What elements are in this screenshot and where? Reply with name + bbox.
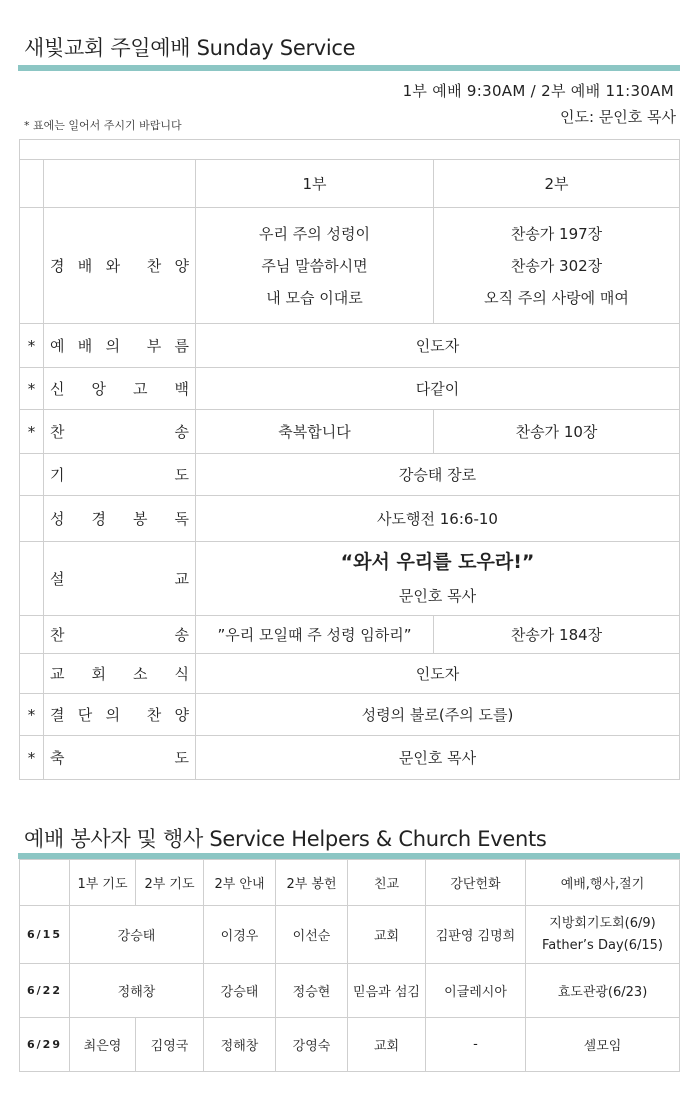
col-first-service: 1부	[196, 160, 434, 208]
page-title: 새빛교회 주일예배 Sunday Service	[24, 36, 356, 60]
row-praise-label: 경 배 와 찬 양	[50, 257, 189, 275]
title-divider	[18, 65, 680, 71]
header-guide: 2부 안내	[204, 860, 276, 906]
row-prayer-label: 기 도	[50, 466, 189, 484]
row-call-label: 예 배 의 부 름	[50, 337, 189, 355]
row-commitment: * 결 단 의 찬 양 성령의 불로(주의 도를)	[20, 694, 680, 736]
table-row: 6/15 강승태 이경우 이선순 교회 김판영 김명희 지방회기도회(6/9) Father’s Day(6/15)	[20, 906, 680, 964]
header-offering: 2부 봉헌	[276, 860, 348, 906]
row-hymn1-label: 찬 송	[50, 423, 189, 441]
row-benediction: * 축 도 문인호 목사	[20, 736, 680, 780]
row-hymn2-label: 찬 송	[50, 626, 189, 644]
commit-value: 성령의 불로(주의 도를)	[196, 694, 680, 736]
table-spacer-row	[20, 140, 680, 160]
prayer-value: 강승태 장로	[196, 454, 680, 496]
header-prayer-2: 2부 기도	[136, 860, 204, 906]
sermon-cell	[196, 542, 680, 616]
row-creed-label: 신 앙 고 백	[50, 380, 189, 398]
news-value: 인도자	[196, 654, 680, 694]
creed-value: 다같이	[196, 368, 680, 410]
row-scripture-label: 성 경 봉 독	[50, 510, 189, 528]
sermon-preacher: 문인호 목사	[398, 586, 477, 605]
call-value: 인도자	[196, 324, 680, 368]
row-creed: * 신 앙 고 백 다같이	[20, 368, 680, 410]
hymn1-first-service: 축복합니다	[196, 410, 434, 454]
header-events: 예배,행사,절기	[526, 860, 680, 906]
row-praise	[20, 208, 680, 324]
service-leader: 인도: 문인호 목사	[559, 108, 676, 126]
praise-first-service: 우리 주의 성령이 주님 말씀하시면 내 모습 이대로	[196, 208, 434, 324]
scripture-value: 사도행전 16:6-10	[196, 496, 680, 542]
table-row: 6/22 정해창 강승태 정승현 믿음과 섬김 이글레시아 효도관광(6/23)	[20, 964, 680, 1018]
hymn2-second-service: 찬송가 184장	[434, 616, 680, 654]
row-bless-label: 축 도	[50, 749, 189, 767]
row-prayer	[20, 454, 680, 496]
row-hymn-2	[20, 616, 680, 654]
table-header-row	[20, 160, 680, 208]
header-prayer-1: 1부 기도	[70, 860, 136, 906]
row-sermon	[20, 542, 680, 616]
header-fellowship: 친교	[348, 860, 426, 906]
col-second-service: 2부	[434, 160, 680, 208]
hymn2-first-service: ”우리 모일때 주 성령 임하리”	[196, 616, 434, 654]
events-header-row	[20, 860, 680, 906]
sermon-title: “와서 우리를 도우라!”	[340, 550, 535, 573]
order-of-worship-table	[19, 139, 680, 780]
row-news-label: 교 회 소 식	[50, 665, 189, 683]
row-church-news	[20, 654, 680, 694]
row-scripture	[20, 496, 680, 542]
events-title: 예배 봉사자 및 행사 Service Helpers & Church Events	[24, 827, 547, 851]
bless-value: 문인호 목사	[196, 736, 680, 780]
praise-second-service: 찬송가 197장 찬송가 302장 오직 주의 사랑에 매여	[434, 208, 680, 324]
standing-note: * 표에는 일어서 주시기 바랍니다	[24, 119, 182, 132]
row-call-to-worship: * 예 배 의 부 름 인도자	[20, 324, 680, 368]
row-commit-label: 결 단 의 찬 양	[50, 706, 189, 724]
header-flowers: 강단헌화	[426, 860, 526, 906]
table-row: 6/29 최은영 김영국 정해창 강영숙 교회 - 셀모임	[20, 1018, 680, 1072]
hymn1-second-service: 찬송가 10장	[434, 410, 680, 454]
service-times: 1부 예배 9:30AM / 2부 예배 11:30AM	[402, 82, 674, 100]
row-hymn-1: * 찬 송 축복합니다 찬송가 10장	[20, 410, 680, 454]
row-sermon-label: 설 교	[50, 570, 189, 588]
events-table	[19, 859, 680, 1072]
